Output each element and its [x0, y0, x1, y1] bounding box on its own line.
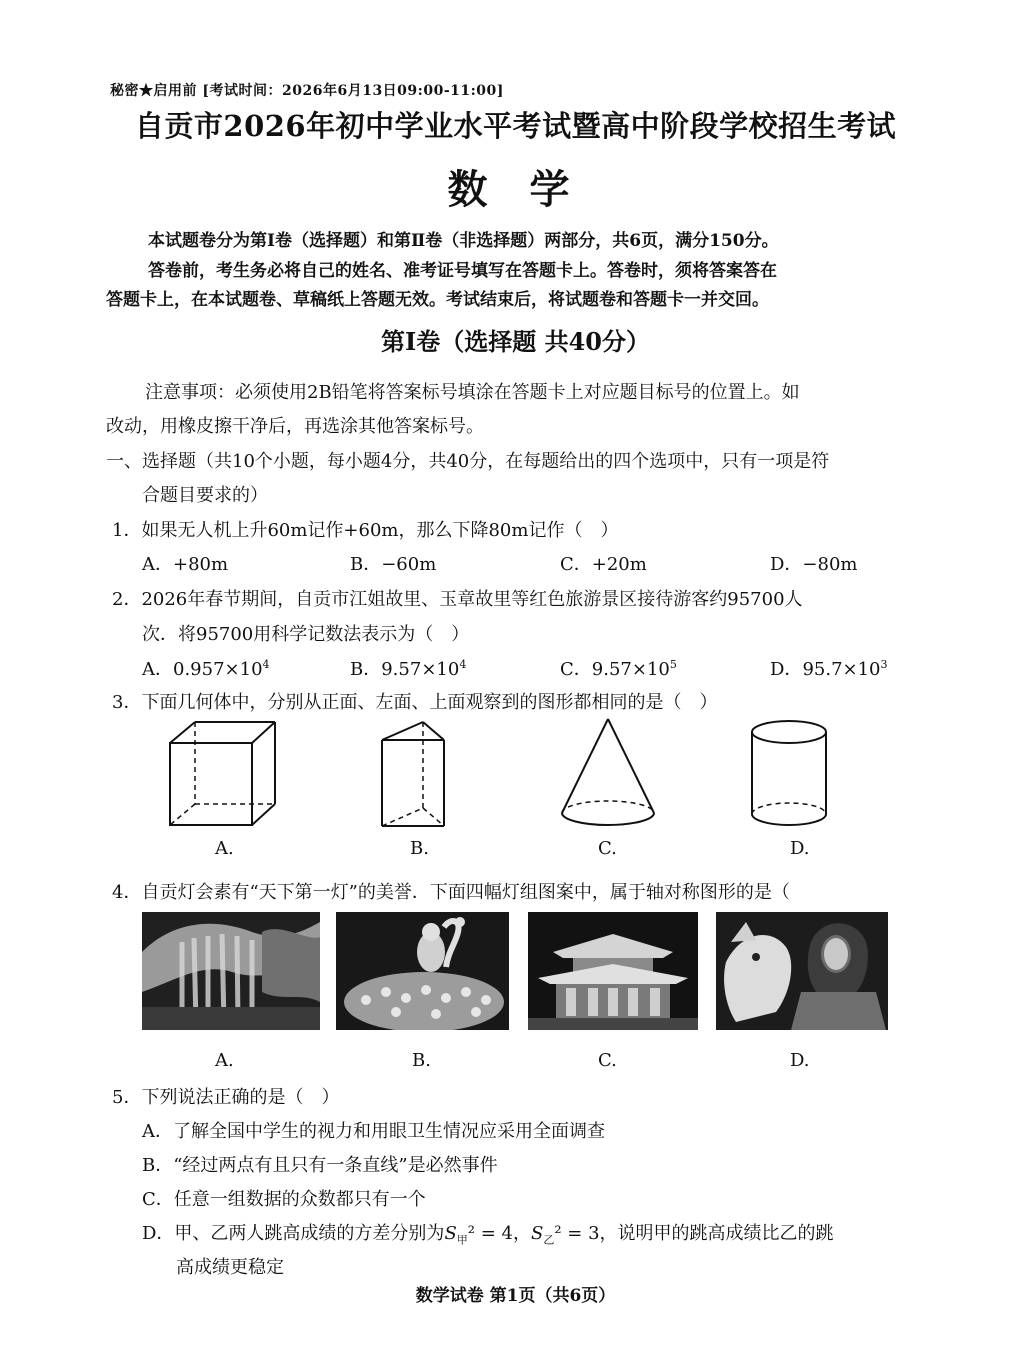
- solid-label-d: D.: [790, 838, 810, 859]
- question-1-option-d: D．−80m: [770, 554, 858, 575]
- question-1-option-a: A．+80m: [142, 554, 229, 575]
- question-5-option-b: B．“经过两点有且只有一条直线”是必然事件: [142, 1155, 498, 1176]
- page-footer: 数学试卷 第1页（共6页）: [415, 1286, 616, 1306]
- cylinder-figure: [748, 718, 830, 830]
- exam-title: 自贡市2026年初中学业水平考试暨高中阶段学校招生考试: [134, 109, 897, 143]
- notice-line-1: 注意事项：必须使用2B铅笔将答案标号填涂在答题卡上对应题目标号的位置上。如: [145, 382, 800, 403]
- question-5-option-d-line-2: 高成绩更稳定: [176, 1257, 284, 1278]
- solid-label-a: A.: [215, 838, 234, 859]
- solid-label-b: B.: [410, 838, 429, 859]
- prism-figure: [378, 718, 448, 830]
- lantern-photo-rider: [716, 912, 888, 1030]
- question-1-option-c: C．+20m: [560, 554, 647, 575]
- question-5-option-c: C．任意一组数据的众数都只有一个: [142, 1189, 426, 1210]
- solid-label-c: C.: [598, 838, 617, 859]
- section-heading-line-1: 一、选择题（共10个小题，每小题4分，共40分，在每题给出的四个选项中，只有一项是符: [106, 451, 830, 472]
- cone-figure: [558, 715, 658, 830]
- question-2-option-d: D．$95.7\times 10^3$: [770, 658, 888, 680]
- intro-line-1: 本试题卷分为第Ⅰ卷（选择题）和第Ⅱ卷（非选择题）两部分，共6页，满分150分。: [148, 231, 779, 251]
- question-5-option-a: A．了解全国中学生的视力和用眼卫生情况应采用全面调查: [142, 1121, 605, 1142]
- question-1-stem: 1．如果无人机上升60m记作+60m，那么下降80m记作（ ）: [112, 520, 619, 541]
- section-heading-line-2: 合题目要求的）: [142, 485, 268, 506]
- notice-line-2: 改动，用橡皮擦干净后，再选涂其他答案标号。: [106, 416, 484, 437]
- intro-line-3: 答题卡上，在本试题卷、草稿纸上答题无效。考试结束后，将试题卷和答题卡一并交回。: [106, 290, 769, 310]
- question-1-option-b: B．−60m: [350, 554, 437, 575]
- question-2-option-c: C．$9.57\times 10^5$: [560, 658, 677, 680]
- part-one-title: 第Ⅰ卷（选择题 共40分）: [381, 327, 650, 356]
- intro-line-2: 答卷前，考生务必将自己的姓名、准考证号填写在答题卡上。答卷时，须将答案答在: [148, 261, 777, 281]
- cube-figure: [165, 718, 280, 828]
- lantern-label-d: D.: [790, 1050, 810, 1071]
- lantern-photo-pavilion: [528, 912, 698, 1030]
- lantern-label-c: C.: [598, 1050, 617, 1071]
- question-2-option-a: A．$0.957\times 10^4$: [142, 658, 270, 680]
- lantern-label-b: B.: [412, 1050, 431, 1071]
- lantern-photo-waterfall: [142, 912, 320, 1030]
- lantern-photo-peacock: [336, 912, 509, 1030]
- question-5-option-d: D．甲、乙两人跳高成绩的方差分别为$S_甲^2 = 4$，$S_乙^2 = 3$，说明甲的跳高成绩比乙的跳: [142, 1223, 834, 1247]
- question-3-stem: 3．下面几何体中，分别从正面、左面、上面观察到的图形都相同的是（ ）: [112, 692, 718, 713]
- question-2-option-b: B．$9.57\times 10^4$: [350, 658, 467, 680]
- lantern-label-a: A.: [215, 1050, 234, 1071]
- question-2-stem-line-2: 次．将95700用科学记数法表示为（ ）: [142, 624, 470, 645]
- question-5-stem: 5．下列说法正确的是（ ）: [112, 1087, 340, 1108]
- question-4-stem: 4．自贡灯会素有“天下第一灯”的美誉．下面四幅灯组图案中，属于轴对称图形的是（: [112, 882, 790, 903]
- subject-title: 数 学: [447, 166, 584, 213]
- confidential-header: 秘密★启用前 [考试时间：2026年6月13日09:00-11:00]: [110, 83, 504, 99]
- question-2-stem-line-1: 2．2026年春节期间，自贡市江姐故里、玉章故里等红色旅游景区接待游客约95700人: [112, 589, 803, 610]
